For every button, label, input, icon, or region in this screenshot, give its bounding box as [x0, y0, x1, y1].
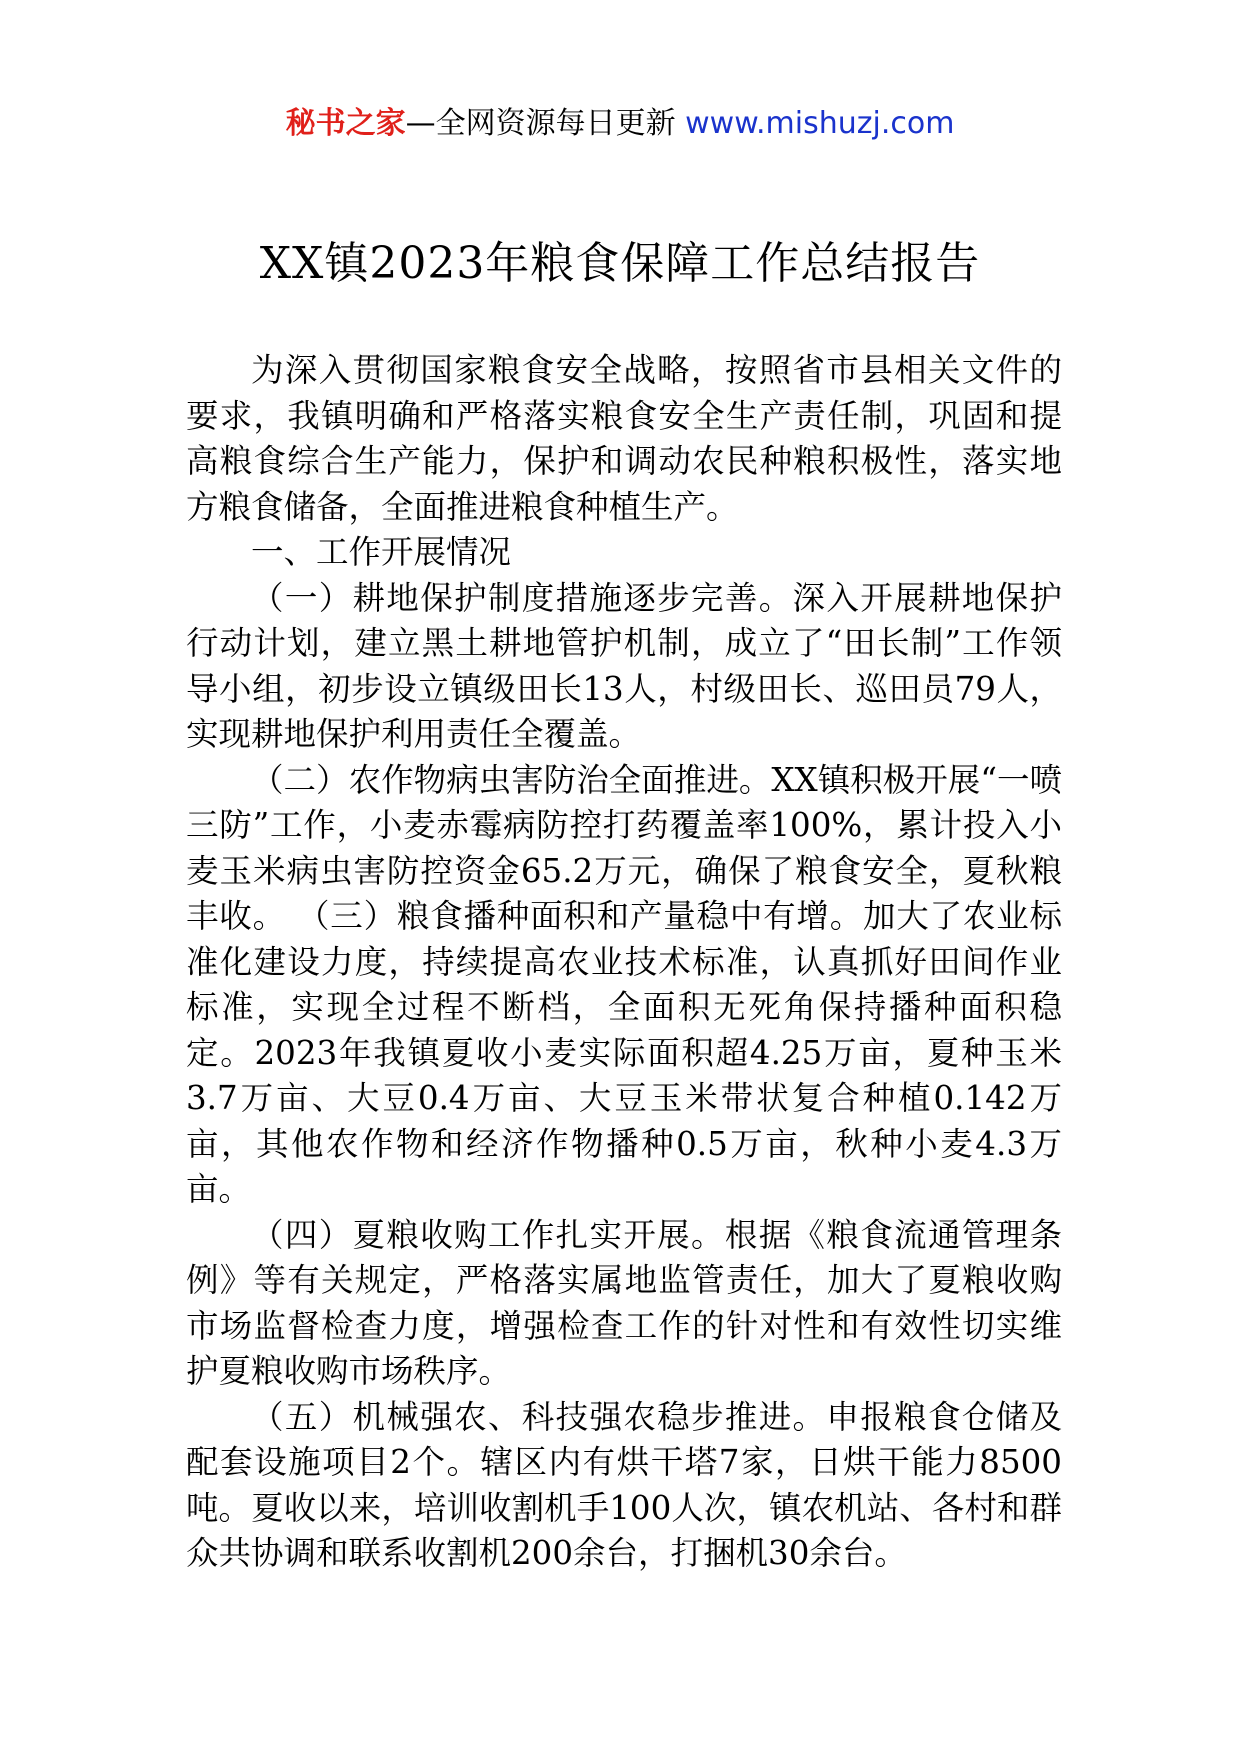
paragraph-item-5: （五）机械强农、科技强农稳步推进。申报粮食仓储及配套设施项目2个。辖区内有烘干塔7家，日烘干能力8500吨。夏收以来，培训收割机手100人次，镇农机站、各村和群众共协调和联系收割机200余台，打捆机30余台。: [186, 1397, 1062, 1572]
document-title: XX镇2023年粮食保障工作总结报告: [259, 238, 981, 289]
paragraph-item-2-3: （二）农作物病虫害防治全面推进。XX镇积极开展“一喷三防”工作，小麦赤霉病防控打药覆盖率100%，累计投入小麦玉米病虫害防控资金65.2万元，确保了粮食安全，夏秋粮丰收。 （三）粮食播种面积和产量稳中有增。加大了农业标准化建设力度，持续提高农业技术标准，认真抓好田间作业标准，实现全过程不断档，全面积无死角保持播种面积稳定。2023年我镇夏收小麦实际面积超4.25万亩，夏种玉米3.7万亩、大豆0.4万亩、大豆玉米带状复合种植0.142万亩，其他农作物和经济作物播种0.5万亩，秋种小麦4.3万亩。: [186, 760, 1062, 1208]
section-heading: 一、工作开展情况: [251, 533, 512, 571]
paragraph-item-1: （一）耕地保护制度措施逐步完善。深入开展耕地保护行动计划，建立黑土耕地管护机制，成立了“田长制”工作领导小组，初步设立镇级田长13人，村级田长、巡田员79人，实现耕地保护利用责任全覆盖。: [186, 578, 1062, 753]
document-body: [186, 348, 1062, 1577]
site-slogan: —全网资源每日更新: [405, 106, 676, 141]
paragraph-item-4: （四）夏粮收购工作扎实开展。根据《粮食流通管理条例》等有关规定，严格落实属地监管责任，加大了夏粮收购市场监督检查力度，增强检查工作的针对性和有效性切实维护夏粮收购市场秩序。: [186, 1215, 1062, 1390]
intro-paragraph: 为深入贯彻国家粮食安全战略，按照省市县相关文件的要求，我镇明确和严格落实粮食安全生产责任制，巩固和提高粮食综合生产能力，保护和调动农民种粮积极性，落实地方粮食储备，全面推进粮食种植生产。: [186, 351, 1062, 526]
site-brand: 秘书之家: [285, 106, 406, 141]
site-url-link[interactable]: www.mishuzj.com: [685, 106, 955, 141]
site-header: [0, 98, 1240, 150]
